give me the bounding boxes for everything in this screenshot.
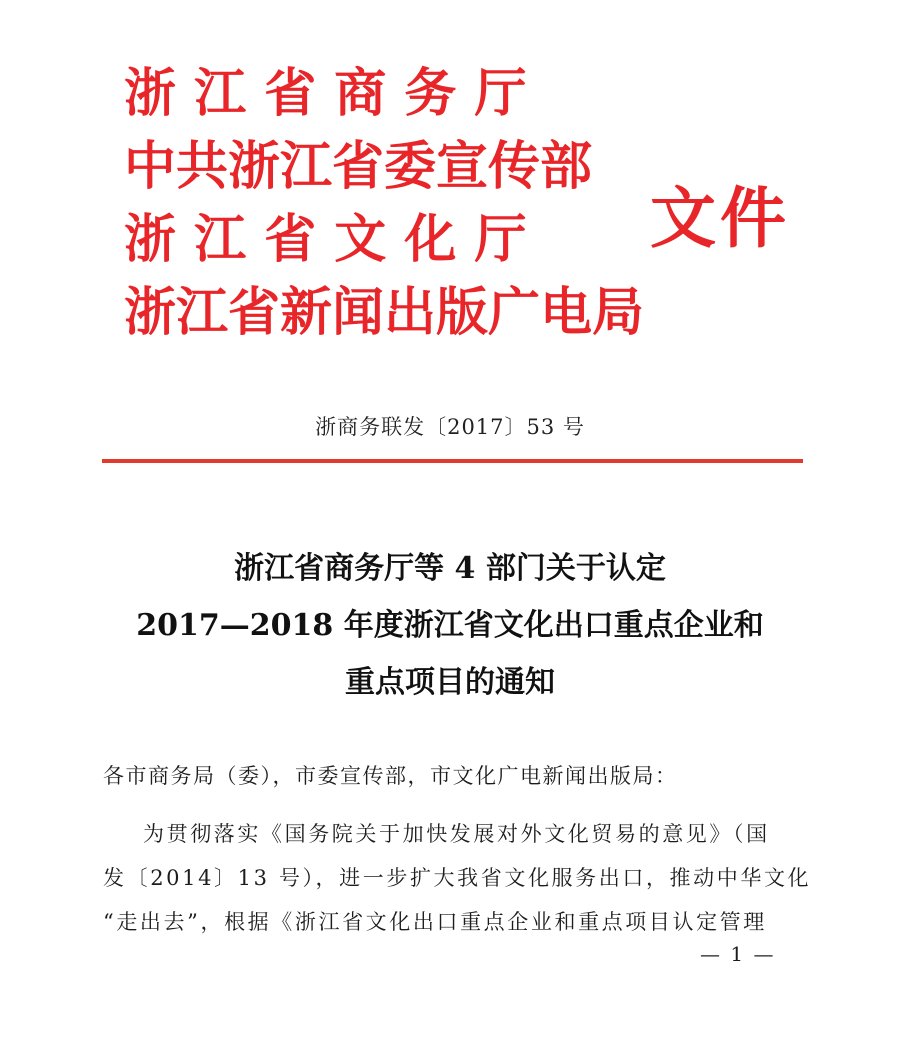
issuer-propaganda-dept [124,131,629,204]
issuer-culture-dept-text: 浙 江 省 文 化 厅 [124,210,527,270]
red-divider-line [102,459,803,463]
page-number: — 1 — [700,942,776,966]
issuer-block [124,58,645,350]
title-line-2: 2017—2018 年度浙江省文化出口重点企业和 [136,608,764,643]
issuer-press-bureau-text: 浙江省新闻出版广电局 [124,283,645,343]
document-label: 文件 [650,180,790,257]
issuer-culture-dept [124,204,629,277]
body-paragraph [103,812,812,944]
issuer-press-bureau [124,277,645,350]
body-line-1: 为贯彻落实《国务院关于加快发展对外文化贸易的意见》（国 [143,822,770,846]
document-title [0,540,900,711]
body-line-3: “走出去”，根据《浙江省文化出口重点企业和重点项目认定管理 [103,910,767,934]
salutation: 各市商务局（委），市委宣传部，市文化广电新闻出版局： [103,764,678,788]
document-number: 浙商务联发〔2017〕53 号 [315,415,585,439]
issuer-commerce-dept-text: 浙 江 省 商 务 厅 [124,64,527,124]
body-line-2: 发〔2014〕13 号），进一步扩大我省文化服务出口，推动中华文化 [103,866,812,890]
title-line-3: 重点项目的通知 [345,665,555,700]
title-line-1: 浙江省商务厅等 4 部门关于认定 [234,551,666,586]
issuer-commerce-dept [124,58,629,131]
issuer-propaganda-dept-text: 中共浙江省委宣传部 [124,137,593,197]
